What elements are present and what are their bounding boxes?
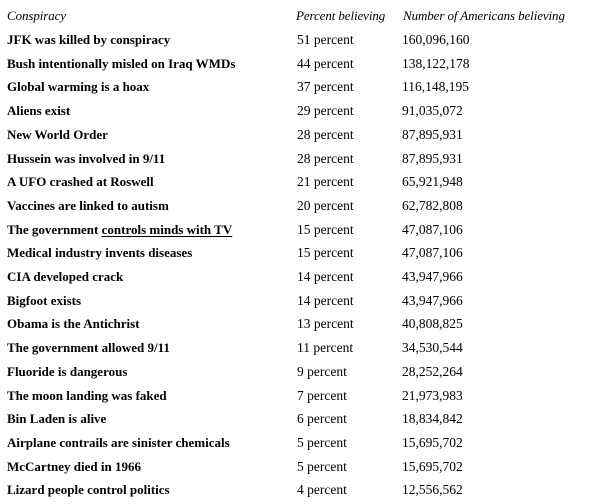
number-cell: 65,921,948 [402, 174, 463, 190]
number-cell: 138,122,178 [402, 55, 470, 71]
percent-cell: 21 percent [297, 174, 354, 190]
conspiracy-cell: Airplane contrails are sinister chemicals [7, 434, 230, 450]
table-row [0, 125, 600, 149]
percent-cell: 11 percent [297, 340, 354, 356]
percent-cell: 7 percent [297, 387, 347, 403]
table-row [0, 409, 600, 433]
number-cell: 87,895,931 [402, 150, 463, 166]
number-cell: 15,695,702 [402, 458, 463, 474]
conspiracy-cell: Fluoride is dangerous [7, 363, 128, 379]
percent-cell: 28 percent [297, 126, 354, 142]
percent-cell: 15 percent [297, 245, 354, 261]
table-row [0, 172, 600, 196]
percent-cell: 14 percent [297, 292, 354, 308]
table-row [0, 314, 600, 338]
table-header [0, 6, 600, 26]
table-row [0, 101, 600, 125]
percent-cell: 13 percent [297, 316, 354, 332]
table-row [0, 149, 600, 173]
number-cell: 47,087,106 [402, 221, 463, 237]
percent-cell: 9 percent [297, 363, 347, 379]
conspiracy-cell: Vaccines are linked to autism [7, 197, 169, 213]
table-row [0, 386, 600, 410]
header-conspiracy: Conspiracy [7, 8, 66, 23]
number-cell: 18,834,842 [402, 411, 463, 427]
conspiracy-cell: CIA developed crack [7, 269, 124, 284]
number-cell: 12,556,562 [402, 482, 463, 498]
conspiracy-cell: The moon landing was faked [7, 387, 167, 403]
table-row [0, 77, 600, 101]
conspiracy-cell-underlined: controls minds with TV [101, 221, 233, 237]
percent-cell: 20 percent [297, 197, 354, 213]
table-row [0, 362, 600, 386]
table-row [0, 30, 600, 54]
percent-cell: 51 percent [297, 32, 354, 47]
conspiracy-cell: A UFO crashed at Roswell [7, 174, 154, 190]
conspiracy-cell: JFK was killed by conspiracy [7, 32, 171, 47]
number-cell: 21,973,983 [402, 387, 463, 403]
table-row [0, 433, 600, 457]
conspiracy-cell: The government allowed 9/11 [7, 340, 170, 356]
percent-cell: 5 percent [297, 458, 347, 474]
number-cell: 15,695,702 [402, 434, 463, 450]
number-cell: 91,035,072 [402, 103, 463, 119]
conspiracy-cell: Obama is the Antichrist [7, 316, 140, 332]
percent-cell: 4 percent [297, 482, 347, 498]
table-row [0, 267, 600, 291]
table-row [0, 338, 600, 362]
header-number-believing: Number of Americans believing [403, 8, 565, 23]
number-cell: 43,947,966 [402, 269, 463, 284]
number-cell: 40,808,825 [402, 316, 463, 332]
conspiracy-cell: Bush intentionally misled on Iraq WMDs [7, 55, 236, 71]
number-cell: 160,096,160 [402, 32, 470, 47]
number-cell: 87,895,931 [402, 126, 463, 142]
number-cell: 43,947,966 [402, 292, 463, 308]
percent-cell: 6 percent [297, 411, 347, 427]
table-row [0, 196, 600, 220]
table-row [0, 457, 600, 481]
conspiracy-cell: Lizard people control politics [7, 482, 170, 498]
conspiracy-cell-prefix: The government [7, 221, 102, 237]
conspiracy-cell: Bin Laden is alive [7, 411, 107, 427]
table-row [0, 480, 600, 504]
percent-cell: 5 percent [297, 434, 347, 450]
conspiracy-cell [7, 220, 232, 240]
table-row [0, 243, 600, 267]
percent-cell: 28 percent [297, 150, 354, 166]
percent-cell: 29 percent [297, 103, 354, 119]
percent-cell: 44 percent [297, 55, 354, 71]
conspiracy-cell: Medical industry invents diseases [7, 245, 193, 261]
table-row [0, 220, 600, 244]
table-row [0, 54, 600, 78]
number-cell: 34,530,544 [402, 340, 463, 356]
number-cell: 62,782,808 [402, 197, 463, 213]
conspiracy-cell: New World Order [7, 126, 108, 142]
conspiracy-cell: McCartney died in 1966 [7, 458, 141, 474]
header-percent-believing: Percent believing [296, 8, 386, 23]
percent-cell: 14 percent [297, 269, 354, 284]
number-cell: 116,148,195 [402, 79, 469, 95]
percent-cell: 37 percent [297, 79, 354, 95]
conspiracy-cell: Bigfoot exists [7, 292, 82, 308]
percent-cell: 15 percent [297, 221, 354, 237]
conspiracy-cell: Global warming is a hoax [7, 79, 150, 95]
number-cell: 47,087,106 [402, 245, 463, 261]
number-cell: 28,252,264 [402, 363, 463, 379]
conspiracy-cell: Aliens exist [7, 103, 71, 119]
conspiracy-cell: Hussein was involved in 9/11 [7, 150, 166, 166]
table-row [0, 291, 600, 315]
